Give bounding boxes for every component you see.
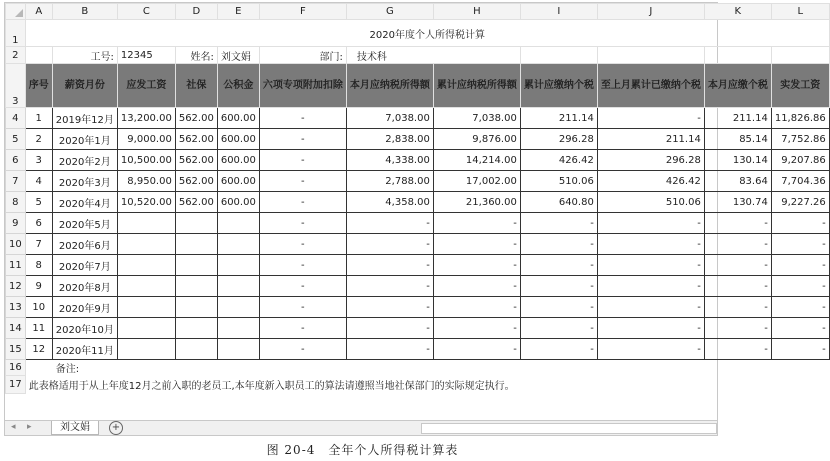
table-header: 应发工资 [117, 64, 175, 108]
table-cell[interactable]: 211.14 [520, 108, 597, 129]
column-header[interactable]: E [217, 4, 259, 20]
table-cell[interactable]: 426.42 [597, 171, 704, 192]
table-cell[interactable] [217, 234, 259, 255]
table-cell[interactable]: - [597, 339, 704, 360]
row-number[interactable]: 17 [6, 376, 26, 394]
table-cell[interactable]: - [433, 339, 520, 360]
table-cell[interactable]: - [346, 297, 433, 318]
figure-caption: 图 20-4 全年个人所得税计算表 [266, 443, 459, 457]
table-cell[interactable]: - [433, 255, 520, 276]
table-cell[interactable]: 4,338.00 [346, 150, 433, 171]
table-cell[interactable]: - [259, 213, 346, 234]
table-row [6, 213, 830, 234]
table-header: 六项专项附加扣除 [259, 64, 346, 108]
table-cell[interactable]: 7,752.86 [771, 129, 829, 150]
table-cell[interactable] [175, 213, 217, 234]
table-cell[interactable] [175, 255, 217, 276]
horizontal-scrollbar[interactable] [421, 423, 717, 434]
table-cell[interactable]: 12 [25, 339, 52, 360]
employee-id-value: 12345 [117, 47, 175, 64]
table-cell[interactable]: 11 [25, 318, 52, 339]
row-number[interactable]: 11 [6, 255, 26, 276]
table-cell[interactable]: 8,950.00 [117, 171, 175, 192]
table-cell[interactable]: 6 [25, 213, 52, 234]
table-cell[interactable]: - [704, 213, 771, 234]
empty-cell [597, 47, 704, 64]
table-cell[interactable]: 9,207.86 [771, 150, 829, 171]
table-cell[interactable]: - [259, 318, 346, 339]
row-number[interactable]: 3 [6, 64, 26, 108]
table-cell[interactable]: 14,214.00 [433, 150, 520, 171]
table-cell[interactable]: - [259, 129, 346, 150]
table-cell[interactable]: - [259, 339, 346, 360]
column-header[interactable]: H [433, 4, 520, 20]
table-cell[interactable]: - [597, 276, 704, 297]
add-sheet-icon[interactable]: + [109, 421, 123, 435]
table-cell[interactable] [217, 276, 259, 297]
table-cell[interactable] [217, 339, 259, 360]
column-header[interactable]: G [346, 4, 433, 20]
table-cell[interactable]: - [259, 150, 346, 171]
table-row [6, 297, 830, 318]
table-cell[interactable]: 2020年4月 [52, 192, 117, 213]
sheet-title: 2020年度个人所得税计算 [25, 20, 829, 47]
table-cell[interactable]: 2020年10月 [52, 318, 117, 339]
table-cell[interactable]: 600.00 [217, 129, 259, 150]
table-cell[interactable]: 2020年1月 [52, 129, 117, 150]
row-number[interactable]: 5 [6, 129, 26, 150]
empty-cell [520, 47, 597, 64]
table-cell[interactable]: 130.14 [704, 150, 771, 171]
table-cell[interactable]: 5 [25, 192, 52, 213]
table-cell[interactable]: 83.64 [704, 171, 771, 192]
employee-name-label: 姓名: [175, 47, 217, 64]
table-cell[interactable]: - [771, 297, 829, 318]
table-cell[interactable] [117, 339, 175, 360]
row-number[interactable]: 16 [6, 360, 26, 376]
table-cell[interactable]: 2020年6月 [52, 234, 117, 255]
table-cell[interactable]: 562.00 [175, 192, 217, 213]
table-cell[interactable]: 562.00 [175, 108, 217, 129]
table-row [6, 255, 830, 276]
table-cell[interactable]: - [259, 234, 346, 255]
table-cell[interactable]: - [771, 318, 829, 339]
tab-prev-icon[interactable]: ◂ [11, 422, 16, 432]
table-header: 社保 [175, 64, 217, 108]
table-cell[interactable]: 562.00 [175, 150, 217, 171]
column-header[interactable]: D [175, 4, 217, 20]
sheet-tab-liuwenjuan[interactable]: 刘文娟 [51, 421, 99, 435]
table-cell[interactable]: 4,358.00 [346, 192, 433, 213]
table-cell[interactable]: - [704, 234, 771, 255]
row-number[interactable]: 14 [6, 318, 26, 339]
table-cell[interactable]: - [259, 297, 346, 318]
row-number[interactable]: 6 [6, 150, 26, 171]
row-number[interactable]: 13 [6, 297, 26, 318]
table-cell[interactable]: - [259, 276, 346, 297]
table-cell[interactable]: - [597, 255, 704, 276]
table-header: 本月应缴个税 [704, 64, 771, 108]
table-cell[interactable]: - [704, 276, 771, 297]
table-cell[interactable]: 7,038.00 [433, 108, 520, 129]
table-cell[interactable]: - [704, 339, 771, 360]
table-cell[interactable]: 17,002.00 [433, 171, 520, 192]
table-cell[interactable]: 9,876.00 [433, 129, 520, 150]
table-cell[interactable] [175, 276, 217, 297]
table-header: 薪资月份 [52, 64, 117, 108]
table-cell[interactable] [117, 213, 175, 234]
table-cell[interactable]: 426.42 [520, 150, 597, 171]
row-number[interactable]: 10 [6, 234, 26, 255]
table-cell[interactable]: - [259, 171, 346, 192]
table-cell[interactable]: 21,360.00 [433, 192, 520, 213]
note-label: 备注: [55, 364, 80, 375]
note-text: 此表格适用于从上年度12月之前入职的老员工,本年度新入职员工的算法请遵照当地社保部门的实际规定执行。 [28, 381, 515, 392]
table-cell[interactable]: - [520, 234, 597, 255]
table-cell[interactable]: 85.14 [704, 129, 771, 150]
table-row [6, 150, 830, 171]
row-number[interactable]: 7 [6, 171, 26, 192]
table-cell[interactable]: 10 [25, 297, 52, 318]
column-header[interactable]: I [520, 4, 597, 20]
table-cell[interactable]: - [259, 108, 346, 129]
table-row [6, 129, 830, 150]
row-number[interactable]: 12 [6, 276, 26, 297]
table-cell[interactable]: - [433, 213, 520, 234]
table-cell[interactable]: 2020年8月 [52, 276, 117, 297]
table-row [6, 192, 830, 213]
row-number[interactable]: 2 [6, 47, 26, 64]
employee-name-value: 刘文娟 [217, 47, 259, 64]
table-cell[interactable]: - [597, 318, 704, 339]
table-cell[interactable]: 600.00 [217, 108, 259, 129]
row-number[interactable]: 9 [6, 213, 26, 234]
table-cell[interactable]: 2019年12月 [52, 108, 117, 129]
table-cell[interactable]: - [346, 339, 433, 360]
table-cell[interactable]: - [704, 297, 771, 318]
table-cell[interactable]: - [597, 108, 704, 129]
table-cell[interactable]: - [346, 318, 433, 339]
table-cell[interactable]: 2,838.00 [346, 129, 433, 150]
table-cell[interactable]: - [346, 213, 433, 234]
table-cell[interactable] [217, 255, 259, 276]
table-cell[interactable] [217, 213, 259, 234]
row-number[interactable]: 15 [6, 339, 26, 360]
table-cell[interactable] [175, 297, 217, 318]
table-cell[interactable]: 211.14 [704, 108, 771, 129]
table-cell[interactable]: - [346, 276, 433, 297]
table-cell[interactable]: - [771, 255, 829, 276]
table-cell[interactable]: 7 [25, 234, 52, 255]
table-cell[interactable]: 3 [25, 150, 52, 171]
table-row [6, 234, 830, 255]
column-header[interactable]: A [25, 4, 52, 20]
table-header: 实发工资 [771, 64, 829, 108]
sheet-tab-bar [5, 420, 717, 435]
table-cell[interactable] [117, 297, 175, 318]
table-cell[interactable]: 2,788.00 [346, 171, 433, 192]
table-cell[interactable]: 2020年7月 [52, 255, 117, 276]
table-cell[interactable] [217, 297, 259, 318]
table-cell[interactable]: - [346, 234, 433, 255]
table-cell[interactable]: 2 [25, 129, 52, 150]
table-cell[interactable]: - [704, 255, 771, 276]
table-cell[interactable]: - [259, 255, 346, 276]
employee-id-label: 工号: [52, 47, 117, 64]
table-cell[interactable]: - [433, 234, 520, 255]
column-header[interactable]: B [52, 4, 117, 20]
empty-cell [771, 47, 829, 64]
table-cell[interactable]: - [771, 276, 829, 297]
row-number[interactable]: 4 [6, 108, 26, 129]
table-cell[interactable]: - [433, 276, 520, 297]
table-cell[interactable]: 130.74 [704, 192, 771, 213]
table-cell[interactable]: - [520, 276, 597, 297]
table-cell[interactable]: - [520, 297, 597, 318]
row-number[interactable]: 1 [6, 20, 26, 47]
department-value: 技术科 [346, 47, 520, 64]
tab-next-icon[interactable]: ▸ [27, 422, 32, 432]
table-row [6, 108, 830, 129]
row-number[interactable]: 8 [6, 192, 26, 213]
table-row [6, 318, 830, 339]
table-cell[interactable]: 2020年9月 [52, 297, 117, 318]
table-cell[interactable]: 640.80 [520, 192, 597, 213]
table-cell[interactable] [175, 339, 217, 360]
table-cell[interactable] [117, 318, 175, 339]
table-header: 累计应缴纳个税 [520, 64, 597, 108]
department-label: 部门: [259, 47, 346, 64]
table-cell[interactable]: - [771, 234, 829, 255]
table-cell[interactable]: 600.00 [217, 150, 259, 171]
table-cell[interactable]: 600.00 [217, 171, 259, 192]
table-cell[interactable]: 7,704.36 [771, 171, 829, 192]
table-header: 公积金 [217, 64, 259, 108]
table-row [6, 339, 830, 360]
table-cell[interactable] [175, 318, 217, 339]
table-cell[interactable]: 562.00 [175, 171, 217, 192]
table-cell[interactable]: 2020年11月 [52, 339, 117, 360]
table-cell[interactable]: - [520, 339, 597, 360]
table-row [6, 171, 830, 192]
table-cell[interactable]: 4 [25, 171, 52, 192]
table-row [6, 276, 830, 297]
table-cell[interactable]: - [259, 192, 346, 213]
table-cell[interactable]: 9 [25, 276, 52, 297]
table-header: 至上月累计已缴纳个税 [597, 64, 704, 108]
table-cell[interactable]: - [433, 297, 520, 318]
select-all-corner[interactable] [6, 4, 26, 20]
table-cell[interactable]: 296.28 [597, 150, 704, 171]
column-header[interactable]: K [704, 4, 771, 20]
table-cell[interactable]: 7,038.00 [346, 108, 433, 129]
table-cell[interactable] [117, 234, 175, 255]
table-cell[interactable]: 2020年2月 [52, 150, 117, 171]
table-cell[interactable]: - [597, 297, 704, 318]
table-cell[interactable]: - [597, 234, 704, 255]
table-cell[interactable]: - [433, 318, 520, 339]
table-cell[interactable]: - [704, 318, 771, 339]
table-cell[interactable]: - [597, 213, 704, 234]
table-cell[interactable]: 1 [25, 108, 52, 129]
table-cell[interactable]: 562.00 [175, 129, 217, 150]
table-cell[interactable]: 600.00 [217, 192, 259, 213]
table-cell[interactable]: 9,227.26 [771, 192, 829, 213]
column-header[interactable]: C [117, 4, 175, 20]
table-cell[interactable]: 211.14 [597, 129, 704, 150]
column-header[interactable]: F [259, 4, 346, 20]
table-cell[interactable] [217, 318, 259, 339]
spreadsheet-window [4, 2, 826, 436]
table-cell[interactable]: 510.06 [520, 171, 597, 192]
table-cell[interactable]: - [520, 318, 597, 339]
table-cell[interactable]: - [520, 255, 597, 276]
table-cell[interactable]: - [771, 213, 829, 234]
table-cell[interactable]: 510.06 [597, 192, 704, 213]
table-cell[interactable]: - [771, 339, 829, 360]
table-cell[interactable]: - [346, 255, 433, 276]
table-header: 序号 [25, 64, 52, 108]
table-cell[interactable]: 11,826.86 [771, 108, 829, 129]
table-cell[interactable] [175, 234, 217, 255]
table-cell[interactable] [117, 276, 175, 297]
column-header[interactable]: J [597, 4, 704, 20]
table-cell[interactable]: 296.28 [520, 129, 597, 150]
table-cell[interactable] [117, 255, 175, 276]
table-cell[interactable]: 10,520.00 [117, 192, 175, 213]
sheet-grid [5, 3, 830, 394]
table-header: 本月应纳税所得额 [346, 64, 433, 108]
table-cell[interactable]: 13,200.00 [117, 108, 175, 129]
empty-cell [25, 47, 52, 64]
table-cell[interactable]: - [520, 213, 597, 234]
column-header[interactable]: L [771, 4, 829, 20]
empty-cell [704, 47, 771, 64]
table-cell[interactable]: 2020年5月 [52, 213, 117, 234]
table-cell[interactable]: 9,000.00 [117, 129, 175, 150]
table-cell[interactable]: 2020年3月 [52, 171, 117, 192]
table-header: 累计应纳税所得额 [433, 64, 520, 108]
table-cell[interactable]: 10,500.00 [117, 150, 175, 171]
table-cell[interactable]: 8 [25, 255, 52, 276]
